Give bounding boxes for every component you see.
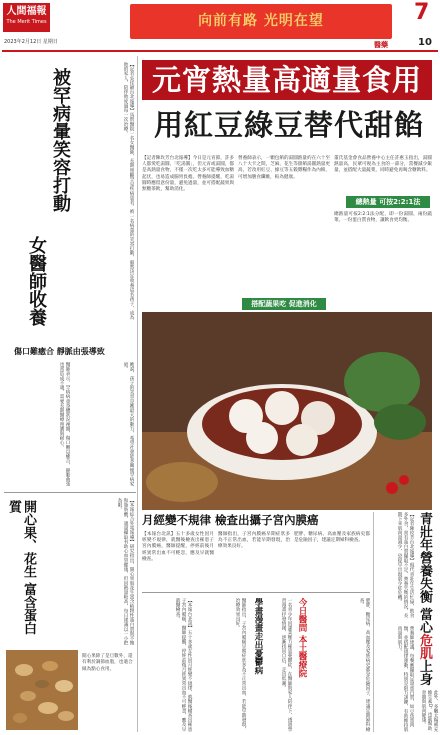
left-headline-b: 女醫師收養	[26, 236, 47, 326]
main-body-c: 董氏基金會食品營養中心主任許惠玉指出，湯圓熱量高，民眾可視為主食的一部分，當餐減少飯量，並搭配大量蔬菜，同時避免再喝含糖飲料。	[334, 156, 432, 174]
left-body-2: 醫師表示，罕病病童身體狀況複雜，傷口難以癒合，靜脈曲張也常造成不適，需要長期醫療照護與耐心。	[59, 362, 70, 487]
main-body-b: 營養師表示，一顆包餡的湯圓熱量約在六十至八十大卡之間，芝麻、花生等甜餡湯圓熱量更高，若改用紅豆、綠豆等五穀雜糧作為內餡，可增加膳食纖維，較為健康。	[238, 156, 330, 180]
masthead-banner	[130, 4, 392, 39]
masthead-rule	[2, 50, 438, 52]
nuts-photo-caption: 開心果除了是旦數外，還有利於調節血脂，也適合做為點心食用。	[82, 654, 133, 672]
seven-glyph-icon: 7	[414, 0, 430, 25]
section-name: 醫藥	[374, 41, 388, 49]
right-headline-text: 青壯年營養失衡 當心危肌上身	[417, 512, 432, 686]
columnist-body: 肥胖、糖尿病、高血壓及家族病史都是危險因子，建議定期婦科檢查。	[359, 598, 370, 732]
lower-body-3: 肥胖、糖尿病、高血壓及家族病史都是危險因子，建議定期婦科檢查。	[294, 532, 370, 544]
nut-box-body: 【本報綜合外電報導】研究指出，開心果與花生富含植物性蛋白質與不飽和脂肪酸，適量攝取有助心血管健康，但因熱量較高，每日建議以一小把為限。	[117, 498, 134, 646]
masthead-logo	[3, 3, 50, 32]
main-body-a: 【記者陳玫芳台北報導】今日是元宵節，許多人都愛吃湯圓、「吃湯圓」，但元宵或湯圓，都是高熱量食物，不僅一次吃太多可能導致血糖起伏，也易造成腸胃負擔。營養師提醒，吃湯圓時應留意份量，避免過量，並可搭配蔬果與無糖茶飲，幫助消化。	[142, 156, 234, 193]
tangyuan-illustration	[142, 312, 432, 510]
comic-story-body: 一名青少年因課業壓力罹患憂鬱症，在醫師與家人陪伴下，透過學習漫畫抒發情緒，逐漸找回自信，走出低潮。	[281, 598, 292, 732]
main-body-d: 總熱量可按2:2:1法分配，即一份湯圓、兩份蔬菜、一份蛋白質食物，讓飲食更均衡。	[334, 212, 432, 224]
column-divider	[137, 56, 138, 732]
left-subhead: 傷口難癒合 靜脈由張導致	[14, 346, 105, 356]
right-body-2: 營養師建議，每餐應攝取足量蛋白質，如豆魚蛋肉類，並搭配規律運動，特別是阻力訓練，有助維持肌肉量與肌力。	[397, 626, 414, 732]
right-body-3: 此外，多曬太陽補充維生素D，也能幫助骨骼與肌肉健康。	[421, 690, 438, 732]
tangyuan-photo	[142, 312, 432, 510]
publication-date: 2023年2月12日 星期日	[4, 39, 58, 45]
subhead-balance: 總熱量 可按2:2:1法	[346, 196, 430, 208]
left-headline-a: 被罕病暈笑容打動	[50, 68, 71, 212]
lower-headline: 月經變不規律 檢查出攝子宮內膜癌	[142, 513, 319, 527]
nuts-illustration	[6, 650, 78, 730]
nuts-photo	[6, 650, 78, 730]
main-headline-line2: 用紅豆綠豆替代甜餡	[153, 108, 424, 142]
banner-text: 向前有路 光明在望	[198, 13, 324, 29]
right-story-rule	[373, 512, 374, 732]
lower-body-1: 【本報台北訊】五十多歲女性因月經變不規律，就醫後檢查出罹患子宮內膜癌，醫師提醒，停經前後月經異常出血不可輕忽，應及早就醫檢查。	[142, 532, 214, 562]
left-body-3: 她說，孩子的笑容是她最大的動力，希望社會能多關懷罕病家庭。	[123, 362, 134, 487]
columnist-title: 今日醫問 本土醫療院	[297, 598, 307, 678]
logo-text: 人間福報	[6, 6, 47, 17]
right-body-1: 【記者陳玫芳台北報導】現代青壯年生活忙碌，飲食多外食，常有蛋白質攝取不足、營養失衡的情況，長期下來肌肉量減少，恐提早出現肌少症危機。	[397, 512, 414, 618]
lower-body-col-b: 醫師指出，子宮內膜癌早期症狀多為不正常出血，若能早期發現，治療效果良好。	[235, 598, 246, 732]
nut-box-title: 開心果、花生 富含蛋白質	[6, 500, 36, 635]
lower-body-col-a: 【本報台北訊】五十多歲女性因月經變不規律，就醫後檢查出罹患子宮內膜癌，醫師提醒，停經前後月經異常出血不可輕忽，應及早就醫檢查。	[175, 598, 192, 732]
lower-rule	[142, 592, 370, 593]
headline-emphasis: 危肌	[417, 633, 432, 660]
left-body-1: 【記者吳佳穎台北報導】馬偕醫院一名女醫師，長期照顧罕見疾病患者，被一名病童的笑容打動，毅然決定收養這名孩子，成為他的家人，陪伴他度過每一次治療。	[123, 62, 134, 320]
main-headline-line1: 元宵熱量高適量食用	[142, 60, 432, 100]
page-number: 10	[418, 37, 432, 48]
logo-subtitle: The Merit Times	[6, 19, 47, 25]
left-rule	[4, 492, 136, 493]
subhead-digestion: 搭配蔬果吃 促進消化	[242, 298, 326, 310]
comic-story-title: 學畫漫畫走出憂鬱病	[253, 598, 263, 675]
lower-body-2: 醫師指出，子宮內膜癌早期症狀多為不正常出血，若能早期發現，治療效果良好。	[218, 532, 290, 550]
